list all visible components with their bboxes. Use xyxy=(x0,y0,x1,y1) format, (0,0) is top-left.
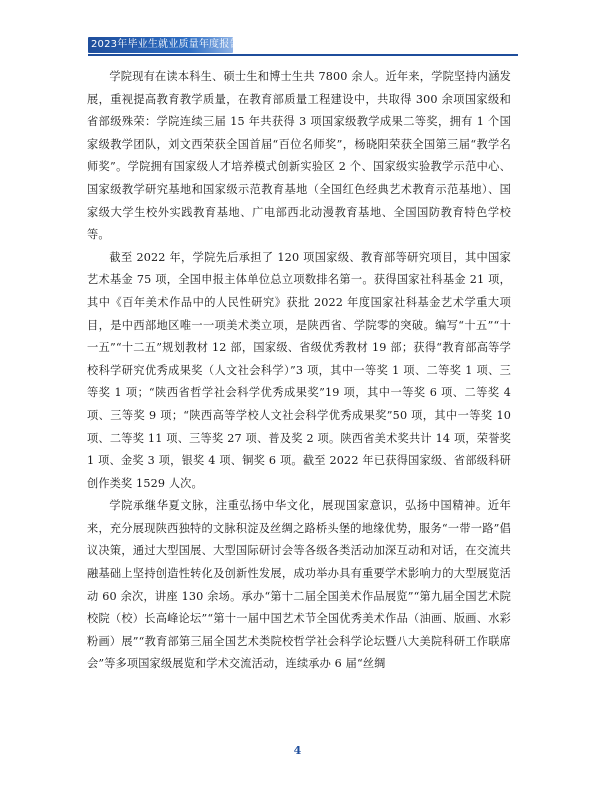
paragraph-research-achievements: 截至 2022 年，学院先后承担了 120 项国家级、教育部等研究项目，其中国家艺术基金 75 项，全国申报主体单位总立项数排名第一。获得国家社科基金 21 项，其中《百年美术作品中的人民性研究》获批 2022 年度国家社科基金艺术学重大项目，是中西部地区唯一一项美术类立项，是陕西省、学院零的突破。编写“十五”“十一五”“十二五”规划教材 12 部，国家级、省级优秀教材 19 部；获得“教育部高等学校科学研究优秀成果奖（人文社会科学）”3 项，其中一等奖 1 项、二等奖 1 项、三等奖 1 项；“陕西省哲学社会科学优秀成果奖”19 项，其中一等奖 6 项、二等奖 4 项、三等奖 9 项；“陕西高等学校人文社会科学优秀成果奖”50 项，其中一等奖 10 项、二等奖 11 项、三等奖 27 项、普及奖 2 项。陕西省美术奖共计 14 项，荣誉奖 1 项、金奖 3 项，银奖 4 项、铜奖 6 项。截至 2022 年已获得国家级、省部级科研创作类奖 1529 人次。 xyxy=(87,250,511,490)
paragraph-cultural-exchange: 学院承继华夏文脉，注重弘扬中华文化，展现国家意识，弘扬中国精神。近年来，充分展现陕西独特的文脉积淀及丝绸之路桥头堡的地缘优势，服务“一带一路”倡议决策，通过大型国展、大型国际研讨会等各级各类活动加深互动和对话，在交流共融基础上坚持创造性转化及创新性发展，成功举办具有重要学术影响力的大型展览活动 60 余次，讲座 130 余场。承办“第十二届全国美术作品展览”“第九届全国艺术院校院（校）长高峰论坛”“第十一届中国艺术节全国优秀美术作品（油画、版画、水彩粉画）展”“教育部第三届全国艺术类院校哲学社会科学论坛暨八大美院科研工作联席会”等多项国家级展览和学术交流活动，连续承办 6 届“丝绸 xyxy=(87,499,511,671)
paragraph-enrollment-and-teaching: 学院现有在读本科生、硕士生和博士生共 7800 余人。近年来，学院坚持内涵发展，重视提高教育教学质量，在教育部质量工程建设中，共取得 300 余项国家级和省部级殊荣：学院连续三届 15 年共获得 3 项国家级教学成果二等奖，拥有 1 个国家级教学团队，刘文西荣获全国首届“百位名师奖”，杨晓阳荣获全国第三届“教学名师奖”。学院拥有国家级人才培养模式创新实验区 2 个、国家级实验教学示范中心、国家级教学研究基地和国家级示范教育基地（全国红色经典艺术教育示范基地）、国家级大学生校外实践教育基地、广电部西北动漫教育基地、全国国防教育特色学校等。 xyxy=(87,70,511,242)
header-title: 2023年毕业生就业质量年度报告 xyxy=(91,39,240,50)
page-header xyxy=(88,37,518,53)
header-rule xyxy=(88,54,518,56)
page-number: 4 xyxy=(293,744,302,757)
header-title-bar xyxy=(88,37,240,53)
document-body xyxy=(87,66,511,676)
